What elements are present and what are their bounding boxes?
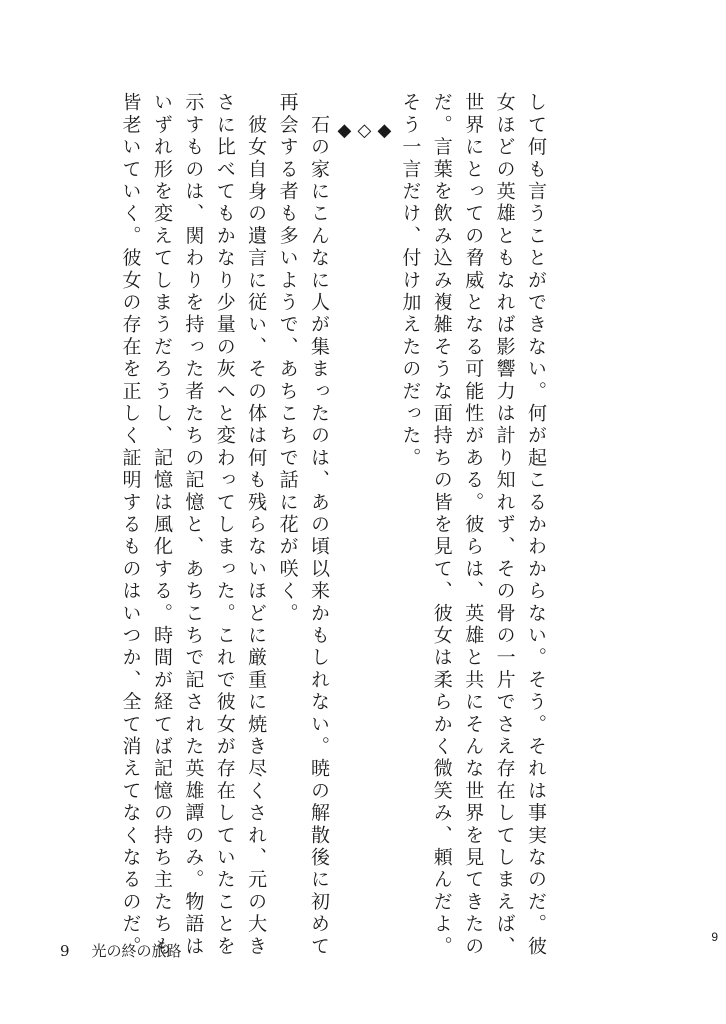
text-line: いずれ形を変えてしまうだろうし、記憶は風化する。時間が経てば記憶の持ち主たちも [150,92,173,958]
text-line: 彼女自身の遺言に従い、その体は何も残らないほどに厳重に焼き尽くされ、元の大き [245,92,268,958]
text-line: さに比べてもかなり少量の灰へと変わってしまった。これで彼女が存在していたことを [213,92,236,958]
text-line: そう一言だけ、付け加えたのだった。 [399,92,422,470]
text-line: 示すものは、関わりを持った者たちの記憶と、あちこちで記された英雄譚のみ。物語は [182,92,205,958]
section-break [334,92,394,922]
text-line: 再会する者も多いようで、あちこちで話に花が咲く。 [276,92,299,625]
filled-diamond-icon: ◆ [373,120,395,141]
text-line: 皆老いていく。彼女の存在を正しく証明するものはいつか、全て消えてなくなるのだ。 [119,92,142,958]
hollow-diamond-icon: ◇ [353,120,375,141]
footer [60,940,182,961]
text-line: して何も言うことができない。何が起こるかわからない。そう。それは事実なのだ。彼 [525,92,547,958]
footer-title: 光の終の旅路 [91,942,182,960]
text-line: 石の家にこんなに人が集まったのは、あの頃以来かもしれない。暁の解散後に初めて [307,92,330,958]
filled-diamond-icon: ◆ [333,120,355,141]
text-line: 女ほどの英雄ともなれば影響力は計り知れず、その骨の一片でさえ存在してしまえば、 [493,92,516,958]
text-line: 世界にとっての脅威となる可能性がある。彼らは、英雄と共にそんな世界を見てきたの [462,92,485,958]
text-line: だ。言葉を飲み込み複雑そうな面持ちの皆を見て、彼女は柔らかく微笑み、頼んだよ。 [430,92,453,958]
page-number-right: 9 [711,930,718,944]
footer-page-number: 9 [60,942,70,960]
